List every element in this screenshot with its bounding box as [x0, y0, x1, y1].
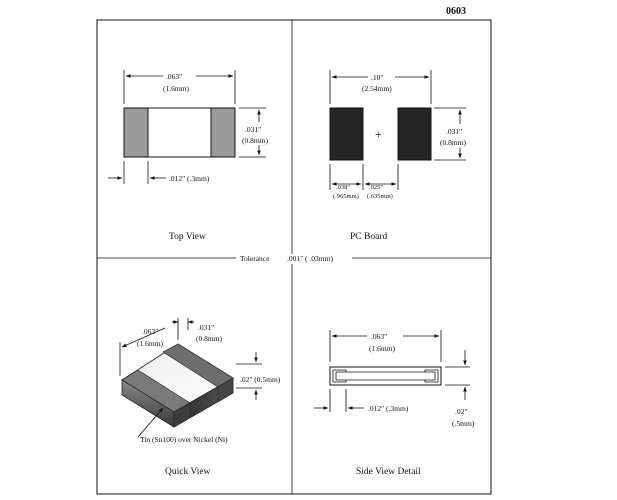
- side-view-detail: [314, 330, 475, 477]
- pc-board-gap-in: .025": [369, 184, 384, 191]
- tolerance-label: Tolerance: [240, 254, 270, 263]
- pc-board-span-in: .10": [371, 73, 384, 82]
- top-view-width-in: .031": [245, 125, 262, 134]
- side-view-terminal: .012" (.3mm): [368, 404, 409, 413]
- tolerance-value: .001" ( .03mm): [287, 254, 333, 263]
- side-view-height-mm: (.5mm): [452, 419, 475, 428]
- pc-board-gap-mm: (.635mm): [367, 193, 393, 200]
- side-view-length-mm: (1.6mm): [369, 344, 396, 353]
- pc-board-pad-in: .038": [336, 184, 351, 191]
- quick-view-height: .02" (0.5mm): [240, 375, 281, 384]
- pc-board-height-mm: (0.8mm): [440, 138, 467, 147]
- pc-board-left-pad: [330, 108, 363, 160]
- top-view-caption: Top View: [169, 232, 206, 242]
- pc-board-pad-mm: (.965mm): [333, 193, 359, 200]
- quick-view-length-mm: (1.6mm): [137, 339, 164, 348]
- pc-board-view: [330, 70, 467, 242]
- top-view-terminal: .012" (.3mm): [169, 174, 210, 183]
- quick-view-length-in: .063": [142, 327, 159, 336]
- top-view-width-mm: (0.8mm): [242, 136, 269, 145]
- top-view: [108, 70, 269, 242]
- side-view-body: [330, 367, 441, 385]
- top-view-length-mm: (1.6mm): [163, 84, 190, 93]
- top-view-length-in: .063": [166, 72, 183, 81]
- quick-view-caption: Quick View: [165, 467, 211, 477]
- pc-board-center-mark: +: [375, 127, 382, 141]
- pc-board-caption: PC Board: [350, 232, 388, 242]
- side-view-length-in: .063": [371, 332, 388, 341]
- side-view-height-in: .02": [455, 407, 468, 416]
- pc-board-height-in: .031": [446, 127, 463, 136]
- tolerance-note: [240, 254, 333, 263]
- quick-view-finish: Tin (Sn100) over Nickel (Ni): [140, 435, 228, 444]
- quick-view-width-mm: (0.8mm): [196, 334, 223, 343]
- quick-view: [120, 318, 281, 477]
- quick-view-width-in: .031": [198, 323, 215, 332]
- pc-board-right-pad: [398, 108, 431, 160]
- top-view-left-terminal: [124, 108, 148, 157]
- side-view-caption: Side View Detail: [356, 467, 421, 477]
- top-view-right-terminal: [211, 108, 235, 157]
- part-code: 0603: [446, 6, 466, 17]
- pc-board-span-mm: (2.54mm): [362, 84, 392, 93]
